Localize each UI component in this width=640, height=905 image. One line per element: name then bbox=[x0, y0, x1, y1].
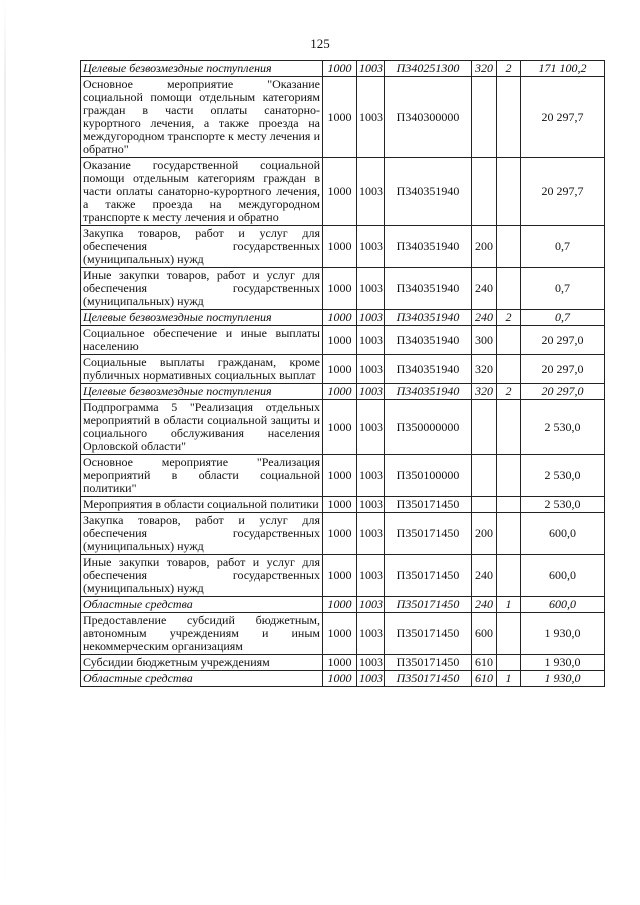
row-name-cell: Закупка товаров, работ и услуг для обеспечения государственных (муниципальных) нужд bbox=[81, 226, 323, 268]
subsection-cell: 1003 bbox=[357, 497, 385, 513]
expense-type-cell bbox=[472, 497, 497, 513]
section-cell: 1000 bbox=[323, 613, 357, 655]
funding-source-cell bbox=[497, 655, 521, 671]
table-row bbox=[81, 355, 605, 384]
table-body bbox=[81, 61, 605, 687]
target-article-cell: П340351940 bbox=[385, 226, 472, 268]
amount-cell: 171 100,2 bbox=[521, 61, 605, 77]
scan-margin-mark bbox=[4, 0, 6, 905]
subsection-cell: 1003 bbox=[357, 455, 385, 497]
amount-cell: 20 297,7 bbox=[521, 158, 605, 226]
subsection-cell: 1003 bbox=[357, 61, 385, 77]
expense-type-cell: 200 bbox=[472, 513, 497, 555]
section-cell: 1000 bbox=[323, 597, 357, 613]
amount-cell: 20 297,0 bbox=[521, 355, 605, 384]
target-article-cell: П340351940 bbox=[385, 310, 472, 326]
section-cell: 1000 bbox=[323, 268, 357, 310]
row-name-cell: Иные закупки товаров, работ и услуг для обеспечения государственных (муниципальных) нужд bbox=[81, 268, 323, 310]
target-article-cell: П350000000 bbox=[385, 400, 472, 455]
amount-cell: 2 530,0 bbox=[521, 400, 605, 455]
target-article-cell: П350171450 bbox=[385, 513, 472, 555]
funding-source-cell bbox=[497, 400, 521, 455]
table-row bbox=[81, 158, 605, 226]
funding-source-cell: 2 bbox=[497, 310, 521, 326]
table-row bbox=[81, 384, 605, 400]
row-name-cell: Целевые безвозмездные поступления bbox=[81, 310, 323, 326]
section-cell: 1000 bbox=[323, 226, 357, 268]
amount-cell: 1 930,0 bbox=[521, 655, 605, 671]
subsection-cell: 1003 bbox=[357, 355, 385, 384]
table-row bbox=[81, 77, 605, 158]
row-name-cell: Областные средства bbox=[81, 671, 323, 687]
amount-cell: 20 297,0 bbox=[521, 384, 605, 400]
expense-type-cell: 610 bbox=[472, 671, 497, 687]
section-cell: 1000 bbox=[323, 655, 357, 671]
row-name-cell: Предоставление субсидий бюджетным, автономным учреждениям и иным некоммерческим организациям bbox=[81, 613, 323, 655]
row-name-cell: Мероприятия в области социальной политики bbox=[81, 497, 323, 513]
subsection-cell: 1003 bbox=[357, 77, 385, 158]
target-article-cell: П350171450 bbox=[385, 671, 472, 687]
funding-source-cell bbox=[497, 326, 521, 355]
expense-type-cell: 200 bbox=[472, 226, 497, 268]
expense-type-cell: 300 bbox=[472, 326, 497, 355]
budget-table bbox=[80, 60, 605, 687]
table-row bbox=[81, 655, 605, 671]
subsection-cell: 1003 bbox=[357, 671, 385, 687]
row-name-cell: Закупка товаров, работ и услуг для обеспечения государственных (муниципальных) нужд bbox=[81, 513, 323, 555]
expense-type-cell bbox=[472, 77, 497, 158]
page-number: 125 bbox=[310, 36, 330, 51]
table-row bbox=[81, 497, 605, 513]
section-cell: 1000 bbox=[323, 400, 357, 455]
funding-source-cell bbox=[497, 455, 521, 497]
funding-source-cell: 2 bbox=[497, 384, 521, 400]
target-article-cell: П340300000 bbox=[385, 77, 472, 158]
table-row bbox=[81, 555, 605, 597]
amount-cell: 2 530,0 bbox=[521, 455, 605, 497]
subsection-cell: 1003 bbox=[357, 326, 385, 355]
section-cell: 1000 bbox=[323, 158, 357, 226]
subsection-cell: 1003 bbox=[357, 158, 385, 226]
expense-type-cell: 240 bbox=[472, 597, 497, 613]
section-cell: 1000 bbox=[323, 497, 357, 513]
section-cell: 1000 bbox=[323, 555, 357, 597]
expense-type-cell bbox=[472, 400, 497, 455]
expense-type-cell: 320 bbox=[472, 355, 497, 384]
subsection-cell: 1003 bbox=[357, 513, 385, 555]
funding-source-cell: 1 bbox=[497, 671, 521, 687]
expense-type-cell: 240 bbox=[472, 555, 497, 597]
expense-type-cell bbox=[472, 455, 497, 497]
funding-source-cell bbox=[497, 226, 521, 268]
target-article-cell: П340351940 bbox=[385, 268, 472, 310]
target-article-cell: П350171450 bbox=[385, 555, 472, 597]
amount-cell: 1 930,0 bbox=[521, 671, 605, 687]
table-row bbox=[81, 326, 605, 355]
funding-source-cell bbox=[497, 158, 521, 226]
row-name-cell: Социальные выплаты гражданам, кроме публичных нормативных социальных выплат bbox=[81, 355, 323, 384]
amount-cell: 600,0 bbox=[521, 597, 605, 613]
table-row bbox=[81, 513, 605, 555]
target-article-cell: П350171450 bbox=[385, 613, 472, 655]
section-cell: 1000 bbox=[323, 310, 357, 326]
amount-cell: 2 530,0 bbox=[521, 497, 605, 513]
amount-cell: 0,7 bbox=[521, 268, 605, 310]
amount-cell: 0,7 bbox=[521, 310, 605, 326]
table-row bbox=[81, 671, 605, 687]
expense-type-cell: 600 bbox=[472, 613, 497, 655]
section-cell: 1000 bbox=[323, 513, 357, 555]
section-cell: 1000 bbox=[323, 355, 357, 384]
table-row bbox=[81, 613, 605, 655]
subsection-cell: 1003 bbox=[357, 613, 385, 655]
funding-source-cell: 1 bbox=[497, 597, 521, 613]
funding-source-cell bbox=[497, 555, 521, 597]
expense-type-cell: 240 bbox=[472, 310, 497, 326]
row-name-cell: Областные средства bbox=[81, 597, 323, 613]
funding-source-cell bbox=[497, 613, 521, 655]
subsection-cell: 1003 bbox=[357, 655, 385, 671]
amount-cell: 20 297,7 bbox=[521, 77, 605, 158]
row-name-cell: Целевые безвозмездные поступления bbox=[81, 384, 323, 400]
row-name-cell: Основное мероприятие "Реализация мероприятий в области социальной политики" bbox=[81, 455, 323, 497]
row-name-cell: Подпрограмма 5 "Реализация отдельных мероприятий в области социальной защиты и социального обслуживания населения Орловской области" bbox=[81, 400, 323, 455]
amount-cell: 600,0 bbox=[521, 555, 605, 597]
section-cell: 1000 bbox=[323, 455, 357, 497]
funding-source-cell bbox=[497, 268, 521, 310]
target-article-cell: П350100000 bbox=[385, 455, 472, 497]
expense-type-cell: 240 bbox=[472, 268, 497, 310]
section-cell: 1000 bbox=[323, 671, 357, 687]
amount-cell: 1 930,0 bbox=[521, 613, 605, 655]
funding-source-cell bbox=[497, 77, 521, 158]
target-article-cell: П340351940 bbox=[385, 326, 472, 355]
table-row bbox=[81, 597, 605, 613]
row-name-cell: Социальное обеспечение и иные выплаты населению bbox=[81, 326, 323, 355]
amount-cell: 20 297,0 bbox=[521, 326, 605, 355]
subsection-cell: 1003 bbox=[357, 268, 385, 310]
table-row bbox=[81, 268, 605, 310]
funding-source-cell bbox=[497, 355, 521, 384]
target-article-cell: П340351940 bbox=[385, 158, 472, 226]
row-name-cell: Иные закупки товаров, работ и услуг для обеспечения государственных (муниципальных) нужд bbox=[81, 555, 323, 597]
table-row bbox=[81, 400, 605, 455]
row-name-cell: Субсидии бюджетным учреждениям bbox=[81, 655, 323, 671]
row-name-cell: Основное мероприятие "Оказание социальной помощи отдельным категориям граждан в части оплаты санаторно-курортного лечения, а также проезда на междугородном транспорте к месту лечения и обратно" bbox=[81, 77, 323, 158]
target-article-cell: П350171450 bbox=[385, 597, 472, 613]
funding-source-cell bbox=[497, 513, 521, 555]
amount-cell: 0,7 bbox=[521, 226, 605, 268]
section-cell: 1000 bbox=[323, 384, 357, 400]
section-cell: 1000 bbox=[323, 61, 357, 77]
funding-source-cell: 2 bbox=[497, 61, 521, 77]
target-article-cell: П340351940 bbox=[385, 355, 472, 384]
subsection-cell: 1003 bbox=[357, 597, 385, 613]
table-row bbox=[81, 455, 605, 497]
funding-source-cell bbox=[497, 497, 521, 513]
subsection-cell: 1003 bbox=[357, 384, 385, 400]
section-cell: 1000 bbox=[323, 77, 357, 158]
row-name-cell: Целевые безвозмездные поступления bbox=[81, 61, 323, 77]
expense-type-cell bbox=[472, 158, 497, 226]
subsection-cell: 1003 bbox=[357, 226, 385, 268]
table-row bbox=[81, 226, 605, 268]
expense-type-cell: 320 bbox=[472, 384, 497, 400]
section-cell: 1000 bbox=[323, 326, 357, 355]
target-article-cell: П340251300 bbox=[385, 61, 472, 77]
amount-cell: 600,0 bbox=[521, 513, 605, 555]
subsection-cell: 1003 bbox=[357, 400, 385, 455]
table-row bbox=[81, 61, 605, 77]
row-name-cell: Оказание государственной социальной помощи отдельным категориям граждан в части оплаты санаторно-курортного лечения, а также проезда на междугородном транспорте к месту лечения и обратно bbox=[81, 158, 323, 226]
expense-type-cell: 320 bbox=[472, 61, 497, 77]
subsection-cell: 1003 bbox=[357, 310, 385, 326]
target-article-cell: П350171450 bbox=[385, 655, 472, 671]
table-row bbox=[81, 310, 605, 326]
subsection-cell: 1003 bbox=[357, 555, 385, 597]
target-article-cell: П350171450 bbox=[385, 497, 472, 513]
target-article-cell: П340351940 bbox=[385, 384, 472, 400]
expense-type-cell: 610 bbox=[472, 655, 497, 671]
